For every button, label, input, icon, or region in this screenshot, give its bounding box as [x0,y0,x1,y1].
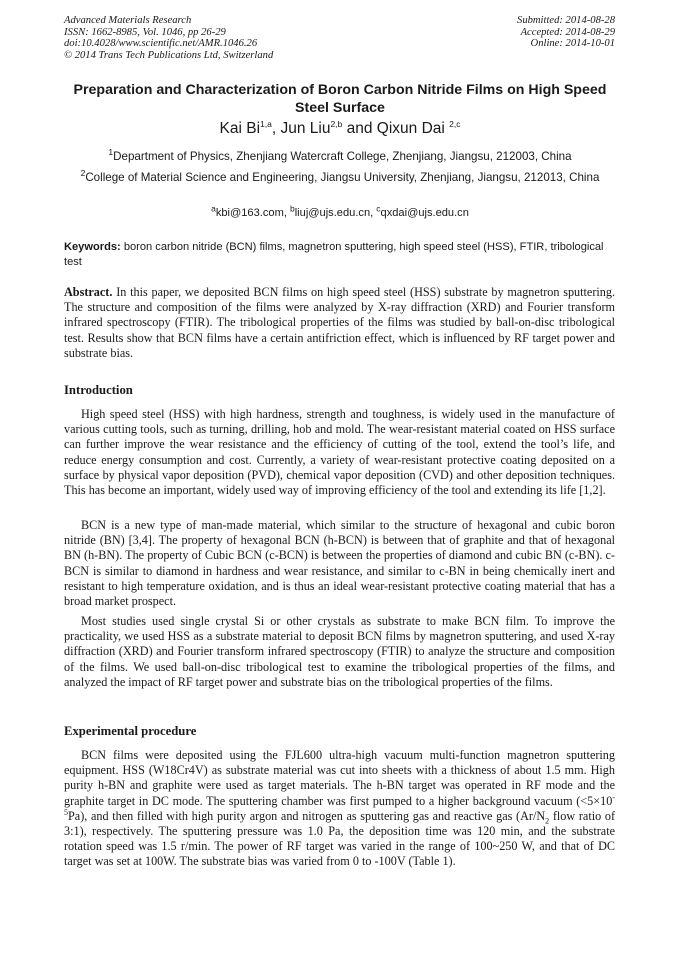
issn-line: ISSN: 1662-8985, Vol. 1046, pp 26-29 [64,26,226,38]
abstract-text: In this paper, we deposited BCN films on high speed steel (HSS) substrate by magnetron sputtering. The structure and composition of the films were analyzed by X-ray diffraction (XRD) and Fourier transform infrared spectroscopy (FTIR). The tribological properties of the films was studied by ball-on-disc tribological test. Results show that BCN films have a certain antifriction effect, which is influenced by RF target power and substrate bias. [64,285,616,360]
experimental-text: flow ratio of 3:1), respectively. The sputtering pressure was 1.0 Pa, the deposition time was 120 min, and the substrate rotation speed was 1.5 r/min. The power of RF target was varied in the range of 100~250 W, and that of DC target was set at 100W. The substrate bias was varied from 0 to -100V (Table 1). [64,808,616,869]
exponent: -5 [64,792,615,817]
online-date: Online: 2014-10-01 [530,38,615,50]
intro-paragraph: BCN is a new type of man-made material, which similar to the structure of hexagonal and cubic boron nitride (BN) [3,4]. The property of hexagonal BCN (h-BCN) is between that of graphite and that of hexagonal BN (h-BN). The property of Cubic BCN (c-BCN) is between the properties of diamond and cubic BN (c-BN). c-BCN is similar to diamond in hardness and wear resistance, and similar to c-BN in being chemically inert and resistant to high temperature oxidation, and is thus an ideal wear-resistant protective coating material that has a broad market prospect. [64,518,615,609]
keywords-label: Keywords: [64,241,121,253]
author-name: Kai Bi [219,120,261,137]
submitted-date: Submitted: 2014-08-28 [517,15,615,26]
affiliation-2 [66,170,614,186]
doi-link[interactable]: doi:10.4028/www.scientific.net/AMR.1046.26 [64,38,258,50]
affiliation-number: 1 [108,147,114,158]
intro-paragraph: Most studies used single crystal Si or other crystals as substrate to make BCN film. To improve the practicality, we used HSS as a substrate material to deposit BCN films by magnetron sputtering, and used X-ray diffraction (XRD) and Fourier transform infrared spectroscopy (FTIR) to analyze the structure and composition of the films. We used ball-on-disc tribological test to examine the tribological properties of the films, and analyzed the impact of RF target power and substrate bias on the tribological properties of the films. [64,614,615,689]
email-link[interactable]: qxdai@ujs.edu.cn [380,207,469,219]
author-name: Qixun Dai [376,120,445,137]
experimental-text: Pa), and then filled with high purity argon and nitrogen as sputtering gas and reactive gas (Ar/N [68,808,546,823]
email-link[interactable]: kbi@163.com [215,207,284,219]
accepted-date: Accepted: 2014-08-29 [520,26,615,38]
subscript: 2 [545,816,550,826]
affiliation-text: College of Material Science and Engineering, Jiangsu University, Zhenjiang, Jiangsu, 212013, China [85,171,600,184]
author-list [60,119,620,139]
copyright-line: © 2014 Trans Tech Publications Ltd, Switzerland [64,49,274,61]
experimental-paragraph [64,748,615,870]
author-affil-mark: 1,a [260,118,272,129]
dates-header [517,15,615,50]
affiliation-text: Department of Physics, Zhenjiang Watercraft College, Zhenjiang, Jiangsu, 212003, China [113,150,572,163]
abstract-label: Abstract. [64,285,113,299]
journal-header [64,15,273,61]
email-mark: a [211,203,216,214]
affiliation-1 [66,149,614,165]
author-name: Jun Liu [280,120,331,137]
journal-name: Advanced Materials Research [64,15,192,26]
author-affil-mark: 2,b [330,118,343,129]
section-heading-introduction: Introduction [64,383,133,397]
email-mark: c [376,203,381,214]
email-link[interactable]: liuj@ujs.edu.cn [294,207,371,219]
affiliation-number: 2 [80,168,86,179]
abstract [64,285,615,361]
author-separator: and [342,120,377,137]
author-separator: , [271,120,281,137]
experimental-text: BCN films were deposited using the FJL600 ultra-high vacuum multi-function magnetron sputtering equipment. HSS (W18Cr4V) as substrate material was cut into sheets with a thickness of about 1.5 mm. High purity h-BN and graphite were used as target materials. The h-BN target was operated in RF mode and the graphite target in DC mode. The sputtering chamber was first pumped to a higher background vacuum (<5×10 [64,748,615,808]
intro-paragraph: High speed steel (HSS) with high hardness, strength and toughness, is widely used in the manufacture of various cutting tools, such as turning, drilling, hob and mold. The wear-resistant material coated on HSS surface can further improve the wear resistance and the efficiency of cutting of the tool, extend the tool’s life, and reduce energy consumption and cost. Currently, a variety of wear-resistant protective coating deposited on a surface by physical vapor deposition (PVD), chemical vapor deposition (CVD) and other deposition techniques. This has become an important, widely used way of improving efficiency of the tool and extending its life [1,2]. [64,407,615,498]
email-mark: b [289,203,295,214]
keywords-text: boron carbon nitride (BCN) films, magnetron sputtering, high speed steel (HSS), FTIR, tribological test [64,241,604,268]
email-list: $^a$kbi@163.com, $^b$liuj@ujs.edu.cn, $^c$qxdai@ujs.edu.cn [211,203,469,219]
section-heading-experimental: Experimental procedure [64,724,197,738]
author-affil-mark: 2,c [449,118,461,129]
paper-title: Preparation and Characterization of Boron Carbon Nitride Films on High Speed Steel Surface [73,82,607,116]
keywords [64,240,615,270]
